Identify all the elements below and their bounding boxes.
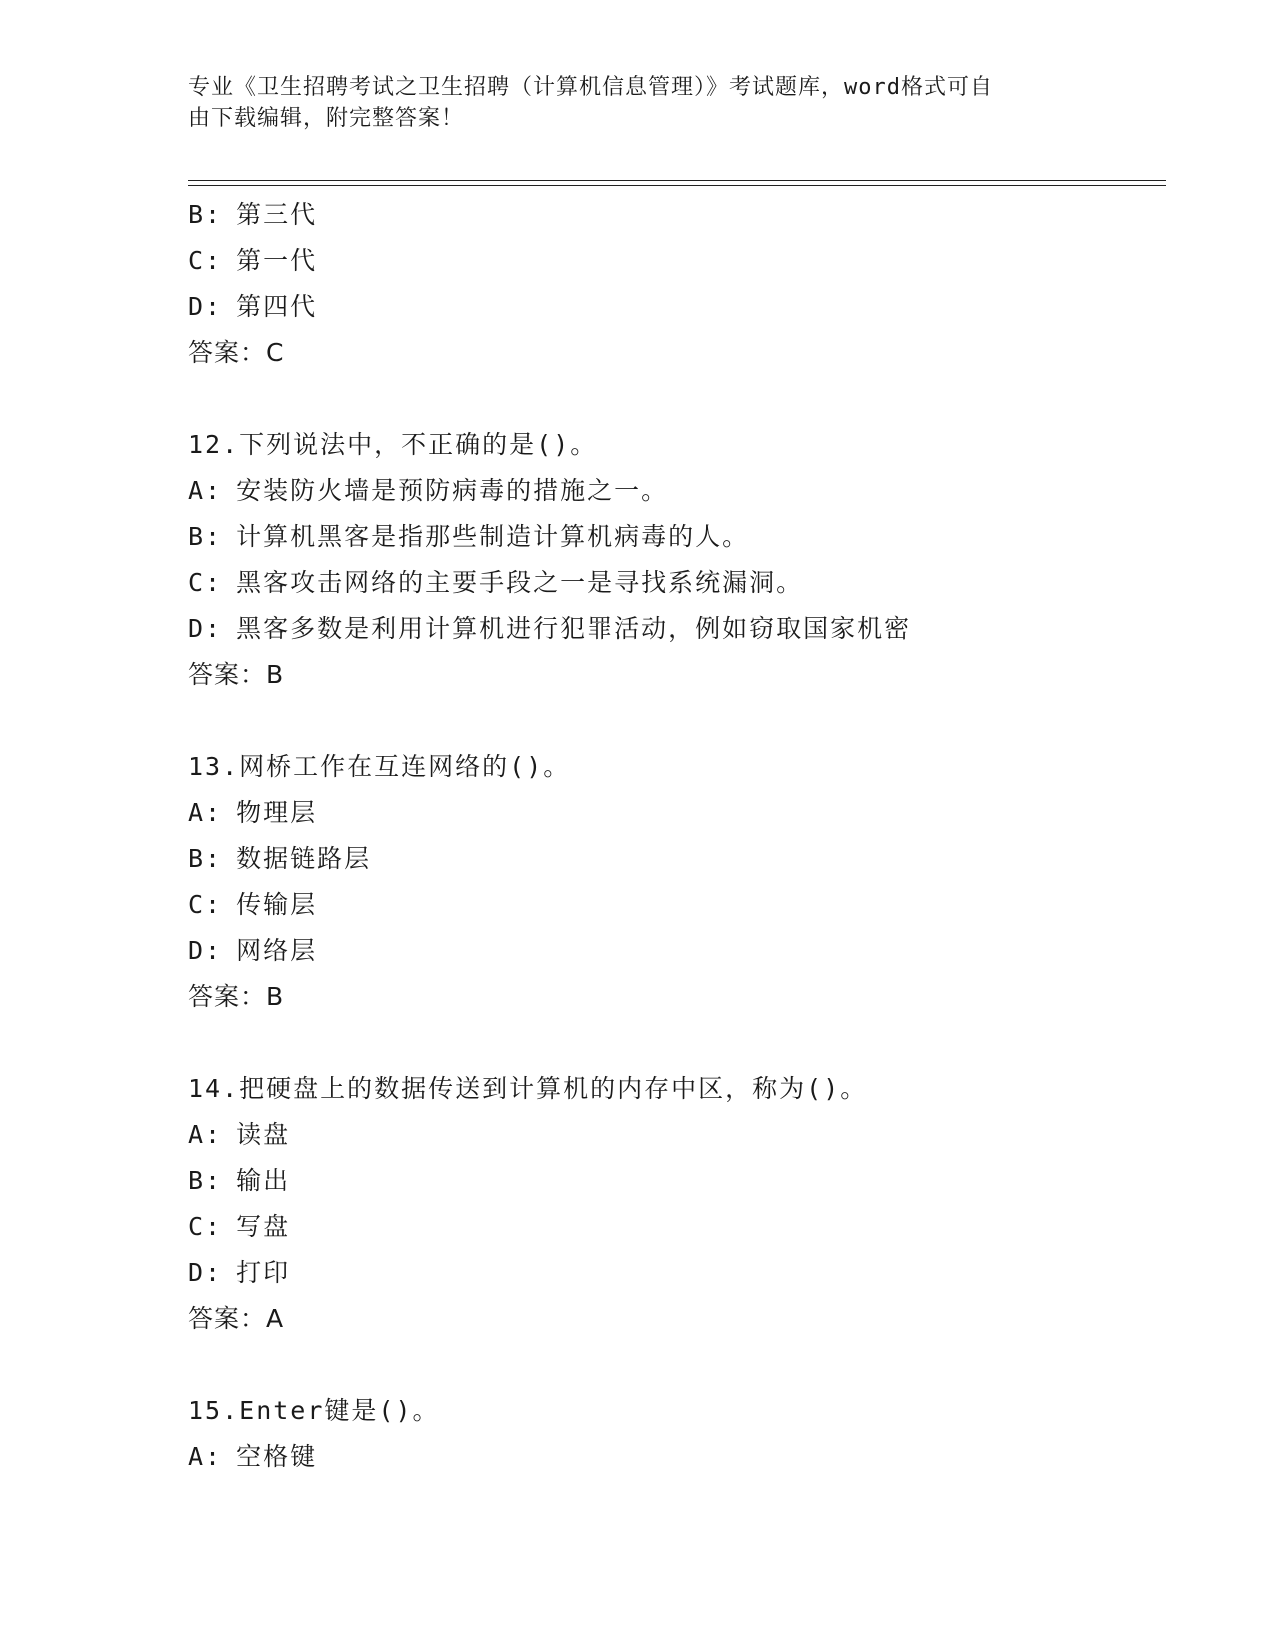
option-row <box>188 1434 1188 1480</box>
header-line-1: 专业《卫生招聘考试之卫生招聘（计算机信息管理）》考试题库，word格式可自 <box>188 75 993 100</box>
answer-line: 答案：C <box>188 338 285 367</box>
question-item <box>188 1066 1188 1342</box>
option-text: 传输层 <box>236 890 318 919</box>
question-list <box>188 192 1188 1480</box>
option-row <box>188 1158 1188 1204</box>
question-item <box>188 1388 1188 1480</box>
continued-question <box>188 192 1188 376</box>
option-letter: A: <box>188 1442 223 1471</box>
spacer <box>188 1342 1188 1388</box>
spacer <box>188 698 1188 744</box>
option-row <box>188 790 1188 836</box>
option-letter: C: <box>188 890 223 919</box>
document-header <box>188 72 1088 134</box>
option-text: 黑客攻击网络的主要手段之一是寻找系统漏洞。 <box>236 568 804 597</box>
answer-line: 答案：B <box>188 660 285 689</box>
option-row <box>188 928 1188 974</box>
question-item <box>188 422 1188 698</box>
question-stem: 15.Enter键是()。 <box>188 1396 440 1425</box>
option-letter: C: <box>188 1212 223 1241</box>
option-text: 第一代 <box>236 246 318 275</box>
option-letter: B: <box>188 522 223 551</box>
spacer <box>188 1020 1188 1066</box>
header-divider-bottom <box>188 185 1166 186</box>
option-text: 读盘 <box>236 1120 291 1149</box>
option-text: 打印 <box>236 1258 291 1287</box>
answer-line: 答案：B <box>188 982 285 1011</box>
option-row <box>188 468 1188 514</box>
option-text: 空格键 <box>236 1442 318 1471</box>
option-row <box>188 1112 1188 1158</box>
option-letter: B: <box>188 200 223 229</box>
option-row <box>188 1250 1188 1296</box>
option-text: 第三代 <box>236 200 318 229</box>
question-stem: 12.下列说法中，不正确的是()。 <box>188 430 598 459</box>
option-letter: D: <box>188 936 223 965</box>
option-text: 黑客多数是利用计算机进行犯罪活动，例如窃取国家机密 <box>236 614 912 643</box>
header-divider-top <box>188 180 1166 181</box>
answer-line: 答案：A <box>188 1304 285 1333</box>
option-text: 物理层 <box>236 798 318 827</box>
option-row <box>188 882 1188 928</box>
option-row <box>188 514 1188 560</box>
option-row <box>188 560 1188 606</box>
option-letter: A: <box>188 476 223 505</box>
question-stem: 13.网桥工作在互连网络的()。 <box>188 752 571 781</box>
question-stem: 14.把硬盘上的数据传送到计算机的内存中区，称为()。 <box>188 1074 868 1103</box>
option-row <box>188 238 1188 284</box>
option-row <box>188 836 1188 882</box>
option-row <box>188 1204 1188 1250</box>
spacer <box>188 376 1188 422</box>
option-letter: D: <box>188 614 223 643</box>
option-text: 计算机黑客是指那些制造计算机病毒的人。 <box>236 522 750 551</box>
option-letter: C: <box>188 568 223 597</box>
option-row <box>188 606 1188 652</box>
option-text: 第四代 <box>236 292 318 321</box>
option-letter: A: <box>188 798 223 827</box>
option-letter: B: <box>188 844 223 873</box>
option-letter: D: <box>188 292 223 321</box>
option-row <box>188 192 1188 238</box>
option-text: 输出 <box>236 1166 291 1195</box>
option-row <box>188 284 1188 330</box>
question-item <box>188 744 1188 1020</box>
option-text: 写盘 <box>236 1212 291 1241</box>
option-letter: C: <box>188 246 223 275</box>
option-text: 数据链路层 <box>236 844 372 873</box>
header-line-2: 由下载编辑，附完整答案！ <box>188 106 465 131</box>
option-letter: B: <box>188 1166 223 1195</box>
option-letter: A: <box>188 1120 223 1149</box>
option-text: 网络层 <box>236 936 318 965</box>
option-letter: D: <box>188 1258 223 1287</box>
option-text: 安装防火墙是预防病毒的措施之一。 <box>236 476 669 505</box>
